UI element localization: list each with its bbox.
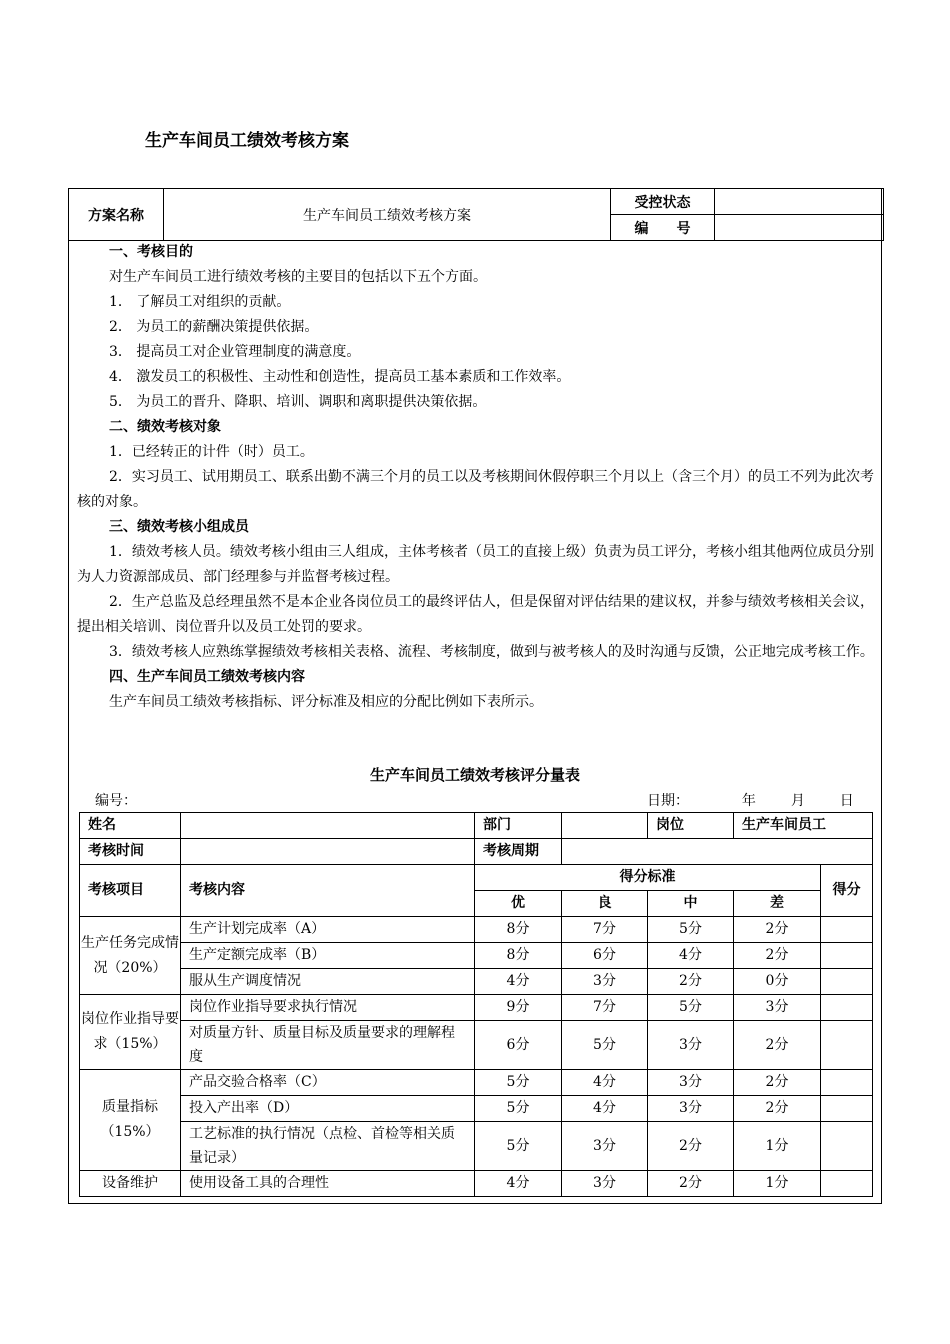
score-cell: 4分 bbox=[475, 969, 562, 995]
score-cell: 7分 bbox=[562, 995, 648, 1021]
category-cell: 质量指标（15%） bbox=[80, 1070, 181, 1171]
content-cell: 服从生产调度情况 bbox=[181, 969, 475, 995]
list-item: 4． 激发员工的积极性、主动性和创造性，提高员工基本素质和工作效率。 bbox=[109, 369, 571, 385]
list-item: 3． 提高员工对企业管理制度的满意度。 bbox=[109, 344, 361, 360]
content-cell: 产品交验合格率（C） bbox=[181, 1070, 475, 1096]
score-cell: 7分 bbox=[562, 917, 648, 943]
period-value bbox=[562, 839, 873, 865]
table-row bbox=[80, 1096, 873, 1122]
score-cell: 2分 bbox=[734, 1070, 821, 1096]
table-row bbox=[80, 917, 873, 943]
score-cell: 5分 bbox=[648, 917, 734, 943]
score-cell: 5分 bbox=[648, 995, 734, 1021]
score-cell: 4分 bbox=[648, 943, 734, 969]
score-table bbox=[79, 812, 873, 1197]
paragraph: 2．实习员工、试用期员工、联系出勤不满三个月的员工以及考核期间休假停职三个月以上（含三个月）的员工不列为此次考核的对象。 bbox=[77, 469, 874, 510]
paragraph: 1．已经转正的计件（时）员工。 bbox=[109, 444, 314, 460]
score-cell: 3分 bbox=[734, 995, 821, 1021]
item-header: 考核项目 bbox=[80, 865, 181, 917]
score-cell: 9分 bbox=[475, 995, 562, 1021]
grade-header: 差 bbox=[734, 891, 821, 917]
content-cell: 生产计划完成率（A） bbox=[181, 917, 475, 943]
dept-value bbox=[562, 813, 648, 839]
date-year-label: 年 bbox=[741, 793, 756, 809]
score-cell: 3分 bbox=[648, 1021, 734, 1070]
score-cell: 1分 bbox=[734, 1122, 821, 1171]
score-cell: 2分 bbox=[648, 969, 734, 995]
result-cell bbox=[821, 917, 873, 943]
result-cell bbox=[821, 1171, 873, 1197]
table-row bbox=[80, 1171, 873, 1197]
content-header: 考核内容 bbox=[181, 865, 475, 917]
score-header: 得分 bbox=[821, 865, 873, 917]
result-cell bbox=[821, 943, 873, 969]
list-item: 1． 了解员工对组织的贡献。 bbox=[109, 294, 291, 310]
score-cell: 4分 bbox=[562, 1070, 648, 1096]
time-value bbox=[181, 839, 475, 865]
score-cell: 2分 bbox=[734, 1021, 821, 1070]
content-cell: 使用设备工具的合理性 bbox=[181, 1171, 475, 1197]
score-cell: 2分 bbox=[734, 917, 821, 943]
section-heading: 四、生产车间员工绩效考核内容 bbox=[109, 669, 305, 685]
paragraph: 对生产车间员工进行绩效考核的主要目的包括以下五个方面。 bbox=[109, 269, 487, 285]
score-cell: 8分 bbox=[475, 917, 562, 943]
name-label: 姓名 bbox=[80, 813, 181, 839]
score-cell: 2分 bbox=[648, 1122, 734, 1171]
standard-header: 得分标准 bbox=[475, 865, 821, 891]
paragraph: 3．绩效考核人应熟练掌握绩效考核相关表格、流程、考核制度，做到与被考核人的及时沟通与反馈，公正地完成考核工作。 bbox=[109, 644, 874, 660]
score-cell: 3分 bbox=[648, 1070, 734, 1096]
serial-number-label: 编号： bbox=[95, 793, 137, 809]
section-heading: 二、绩效考核对象 bbox=[109, 419, 221, 435]
table-row bbox=[80, 969, 873, 995]
header-table bbox=[68, 188, 884, 241]
period-label: 考核周期 bbox=[475, 839, 562, 865]
content-cell: 生产定额完成率（B） bbox=[181, 943, 475, 969]
score-cell: 4分 bbox=[562, 1096, 648, 1122]
score-table-title: 生产车间员工绩效考核评分量表 bbox=[369, 766, 580, 784]
content-cell: 对质量方针、质量目标及质量要求的理解程度 bbox=[181, 1021, 475, 1070]
score-cell: 5分 bbox=[475, 1096, 562, 1122]
name-value bbox=[181, 813, 475, 839]
document-title: 生产车间员工绩效考核方案 bbox=[145, 131, 349, 151]
scheme-name-label: 方案名称 bbox=[69, 189, 164, 241]
control-status-value bbox=[715, 189, 884, 215]
document-body bbox=[77, 240, 874, 715]
result-cell bbox=[821, 1122, 873, 1171]
number-value bbox=[715, 215, 884, 241]
score-cell: 5分 bbox=[475, 1070, 562, 1096]
score-cell: 2分 bbox=[648, 1171, 734, 1197]
paragraph: 2．生产总监及总经理虽然不是本企业各岗位员工的最终评估人，但是保留对评估结果的建议权，并参与绩效考核相关会议，提出相关培训、岗位晋升以及员工处罚的要求。 bbox=[77, 594, 874, 635]
section-heading: 一、考核目的 bbox=[109, 244, 193, 260]
content-cell: 工艺标准的执行情况（点检、首检等相关质量记录） bbox=[181, 1122, 475, 1171]
score-cell: 3分 bbox=[648, 1096, 734, 1122]
control-status-label: 受控状态 bbox=[611, 189, 715, 215]
date-label: 日期： bbox=[647, 793, 689, 809]
result-cell bbox=[821, 995, 873, 1021]
post-value: 生产车间员工 bbox=[734, 813, 873, 839]
category-cell: 岗位作业指导要求（15%） bbox=[80, 995, 181, 1070]
grade-header: 中 bbox=[648, 891, 734, 917]
score-cell: 3分 bbox=[562, 1171, 648, 1197]
content-cell: 岗位作业指导要求执行情况 bbox=[181, 995, 475, 1021]
number-label: 编 号 bbox=[611, 215, 715, 241]
table-row bbox=[80, 943, 873, 969]
result-cell bbox=[821, 1070, 873, 1096]
table-row bbox=[80, 1021, 873, 1070]
date-day-label: 日 bbox=[839, 793, 854, 809]
score-table-meta bbox=[95, 790, 865, 812]
score-cell: 5分 bbox=[475, 1122, 562, 1171]
score-cell: 3分 bbox=[562, 969, 648, 995]
score-cell: 2分 bbox=[734, 943, 821, 969]
score-cell: 6分 bbox=[475, 1021, 562, 1070]
time-label: 考核时间 bbox=[80, 839, 181, 865]
list-item: 2． 为员工的薪酬决策提供依据。 bbox=[109, 319, 319, 335]
grade-header: 优 bbox=[475, 891, 562, 917]
dept-label: 部门 bbox=[475, 813, 562, 839]
category-cell: 生产任务完成情况（20%） bbox=[80, 917, 181, 995]
result-cell bbox=[821, 1096, 873, 1122]
scheme-name-value: 生产车间员工绩效考核方案 bbox=[164, 189, 611, 241]
date-field bbox=[647, 790, 854, 810]
score-cell: 4分 bbox=[475, 1171, 562, 1197]
score-cell: 2分 bbox=[734, 1096, 821, 1122]
table-row bbox=[80, 995, 873, 1021]
score-cell: 6分 bbox=[562, 943, 648, 969]
content-cell: 投入产出率（D） bbox=[181, 1096, 475, 1122]
section-heading: 三、绩效考核小组成员 bbox=[109, 519, 249, 535]
post-label: 岗位 bbox=[648, 813, 734, 839]
table-row bbox=[80, 1122, 873, 1171]
score-cell: 0分 bbox=[734, 969, 821, 995]
list-item: 5． 为员工的晋升、降职、培训、调职和离职提供决策依据。 bbox=[109, 394, 487, 410]
score-cell: 3分 bbox=[562, 1122, 648, 1171]
date-month-label: 月 bbox=[790, 793, 805, 809]
category-cell: 设备维护 bbox=[80, 1171, 181, 1197]
grade-header: 良 bbox=[562, 891, 648, 917]
paragraph: 1．绩效考核人员。绩效考核小组由三人组成，主体考核者（员工的直接上级）负责为员工评分，考核小组其他两位成员分别为人力资源部成员、部门经理参与并监督考核过程。 bbox=[77, 544, 874, 585]
result-cell bbox=[821, 969, 873, 995]
table-row bbox=[80, 1070, 873, 1096]
paragraph: 生产车间员工绩效考核指标、评分标准及相应的分配比例如下表所示。 bbox=[109, 694, 543, 710]
result-cell bbox=[821, 1021, 873, 1070]
score-cell: 8分 bbox=[475, 943, 562, 969]
score-cell: 5分 bbox=[562, 1021, 648, 1070]
score-cell: 1分 bbox=[734, 1171, 821, 1197]
